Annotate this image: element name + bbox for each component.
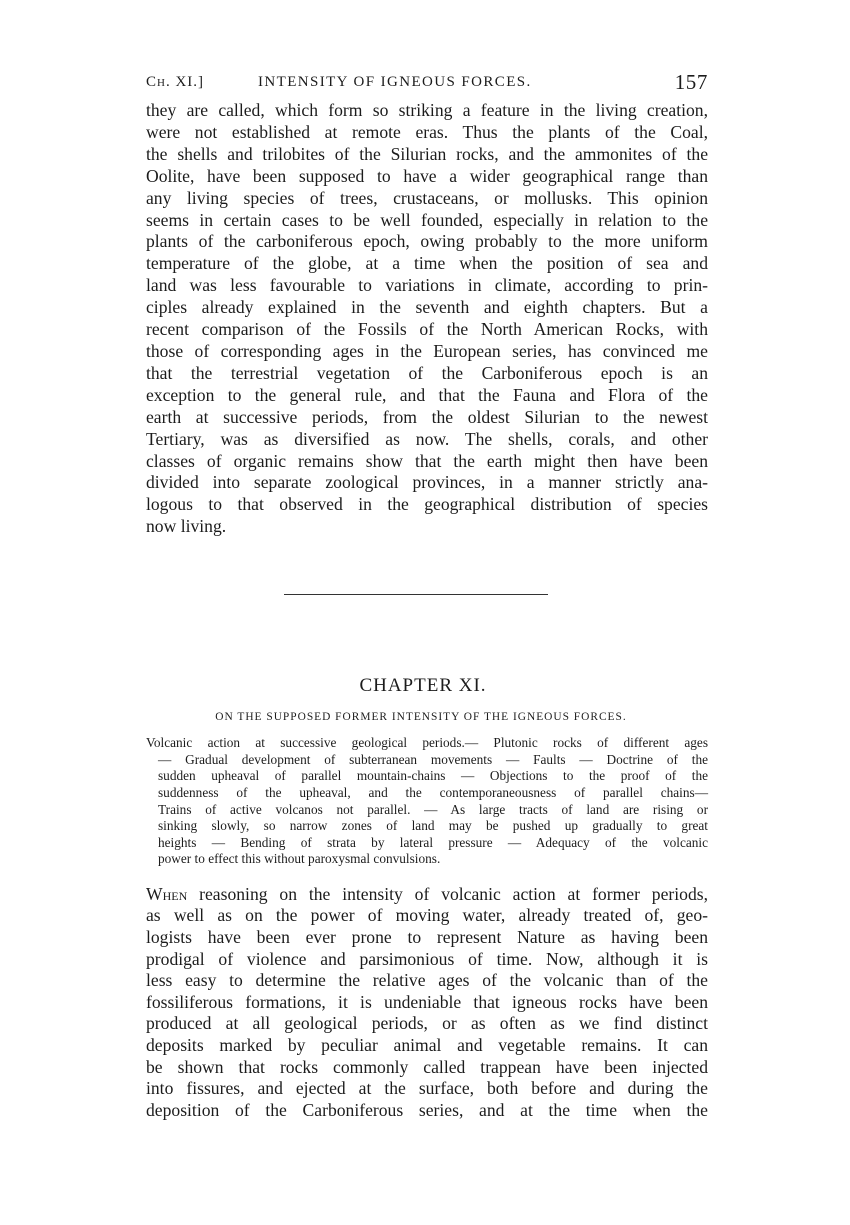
text-line: those of corresponding ages in the European series, has convinced me — [146, 340, 708, 361]
text-line: ciples already explained in the seventh and eighth chapters. But a — [146, 297, 708, 318]
text-line: produced at all geological periods, or as often as we find distinct — [146, 1013, 708, 1034]
running-head-chapter: Ch. XI.] — [146, 74, 205, 90]
text-line: earth at successive periods, from the oldest Silurian to the newest — [146, 406, 708, 427]
text-line: deposition of the Carboniferous series, and at the time when the — [146, 1099, 708, 1120]
text-line: prodigal of violence and parsimonious of time. Now, although it is — [146, 948, 708, 969]
chapter-summary — [146, 735, 708, 868]
text-line: recent comparison of the Fossils of the North American Rocks, with — [146, 319, 708, 340]
first-line-text: reasoning on the intensity of volcanic action at former periods, — [187, 883, 708, 904]
chapter-subtitle: ON THE SUPPOSED FORMER INTENSITY OF THE IGNEOUS FORCES. — [215, 711, 627, 724]
running-head-title: INTENSITY OF IGNEOUS FORCES. — [258, 74, 532, 90]
text-line: classes of organic remains show that the earth might then have been — [146, 450, 708, 471]
text-line: Oolite, have been supposed to have a wider geographical range than — [146, 165, 708, 186]
summary-line: — Gradual development of subterranean movements — Faults — Doctrine of the — [158, 751, 708, 767]
text-line: seems in certain cases to be well founded, especially in relation to the — [146, 209, 708, 230]
summary-line: sudden upheaval of parallel mountain-chains — Objections to the proof of the — [158, 768, 708, 784]
text-line: plants of the carboniferous epoch, owing probably to the more uniform — [146, 231, 708, 252]
page-number: 157 — [674, 70, 708, 94]
text-line: any living species of trees, crustaceans, or mollusks. This opinion — [146, 187, 708, 208]
text-line: fossiliferous formations, it is undeniable that igneous rocks have been — [146, 991, 708, 1012]
text-line — [146, 884, 708, 906]
text-line: the shells and trilobites of the Silurian rocks, and the ammonites of the — [146, 143, 708, 164]
text-line: that the terrestrial vegetation of the Carboniferous epoch is an — [146, 362, 708, 383]
text-line: exception to the general rule, and that the Fauna and Flora of the — [146, 384, 708, 405]
text-line: Tertiary, was as diversified as now. The shells, corals, and other — [146, 428, 708, 449]
drop-word: When — [146, 883, 188, 904]
summary-line: Volcanic action at successive geological periods.— Plutonic rocks of different ages — [146, 735, 708, 751]
summary-line: heights — Bending of strata by lateral pressure — Adequacy of the volcanic — [158, 834, 708, 850]
text-line: less easy to determine the relative ages of the volcanic than of the — [146, 970, 708, 991]
text-line: be shown that rocks commonly called trappean have been injected — [146, 1056, 708, 1077]
text-line: temperature of the globe, at a time when the position of sea and — [146, 253, 708, 274]
chapter-opening-paragraph — [146, 884, 708, 1122]
book-page — [146, 70, 708, 1121]
summary-line: power to effect this without paroxysmal convulsions. — [158, 851, 441, 867]
text-line: land was less favourable to variations in climate, according to prin- — [146, 275, 708, 296]
text-line: they are called, which form so striking a feature in the living creation, — [146, 100, 708, 120]
text-line: as well as on the power of moving water, already treated of, geo- — [146, 905, 708, 926]
text-line: into fissures, and ejected at the surface, both before and during the — [146, 1078, 708, 1099]
text-line: divided into separate zoological provinces, in a manner strictly ana- — [146, 472, 708, 493]
summary-line: suddenness of the upheaval, and the contemporaneousness of parallel chains— — [158, 784, 708, 800]
summary-line: sinking slowly, so narrow zones of land may be pushed up gradually to great — [158, 818, 708, 834]
section-divider — [284, 594, 548, 595]
text-line: logous to that observed in the geographical distribution of species — [146, 494, 708, 515]
summary-line: Trains of active volcanos not parallel. — As large tracts of land are rising or — [158, 801, 708, 817]
text-line: deposits marked by peculiar animal and vegetable remains. It can — [146, 1035, 708, 1056]
running-head — [146, 70, 708, 96]
text-line: logists have been ever prone to represent Nature as having been — [146, 927, 708, 948]
paragraph-continued — [146, 100, 708, 538]
chapter-title: CHAPTER XI. — [359, 675, 487, 697]
text-line: now living. — [146, 516, 227, 537]
text-line: were not established at remote eras. Thus the plants of the Coal, — [146, 121, 708, 142]
